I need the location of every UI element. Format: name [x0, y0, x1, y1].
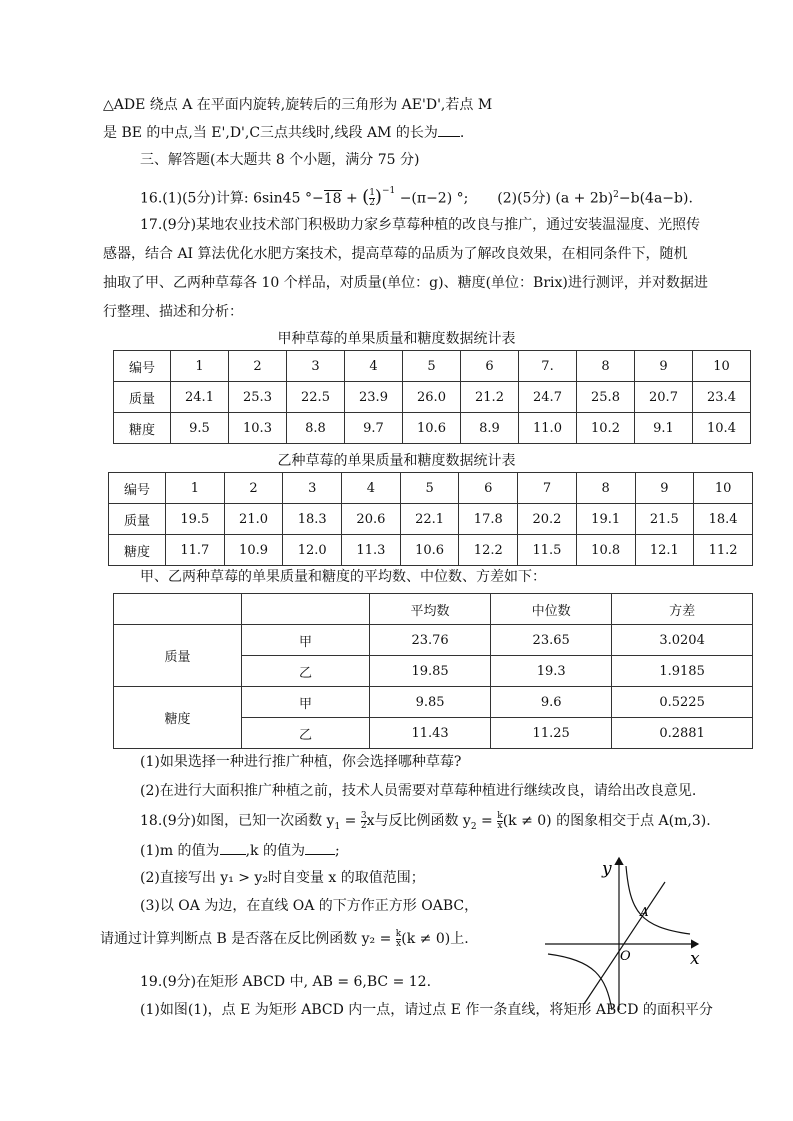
- table-cell: 7.: [519, 351, 577, 382]
- table-cell: 21.2: [461, 382, 519, 413]
- table-cell: 10: [694, 473, 753, 504]
- summary-table: [113, 593, 753, 749]
- table-cell: 9: [635, 473, 694, 504]
- group-label-cell: 糖度: [114, 687, 242, 749]
- table-row: [114, 382, 751, 413]
- frac-num: 1: [369, 188, 375, 199]
- table-cell: 1.9185: [612, 656, 753, 687]
- origin-label: O: [620, 949, 631, 964]
- table-cell: 9.85: [370, 687, 491, 718]
- row-header-cell: 编号: [114, 351, 171, 382]
- table-cell: 19.1: [576, 504, 635, 535]
- answer-blank: [438, 122, 460, 137]
- q18-sub3b-end: (k ≠ 0)上.: [401, 931, 469, 947]
- q15-line1: △ADE 绕点 A 在平面内旋转,旋转后的三角形为 AE'D',若点 M: [103, 97, 493, 113]
- q18-sub2: (2)直接写出 y₁ > y₂时自变量 x 的取值范围；: [140, 870, 425, 886]
- q18-sub1-a: (1)m 的值为: [140, 843, 220, 859]
- q16-exp2: 2: [613, 190, 619, 200]
- q15-line2-end: .: [459, 125, 465, 141]
- table-cell: 25.3: [229, 382, 287, 413]
- table-cell: 19.3: [491, 656, 612, 687]
- column-header: 中位数: [491, 594, 612, 625]
- table-cell: 17.8: [459, 504, 518, 535]
- table-cell: 2: [224, 473, 283, 504]
- table-cell: 18.4: [694, 504, 753, 535]
- table-cell: 1: [166, 473, 225, 504]
- q16-plus: +: [345, 190, 358, 207]
- q19-line1: 19.(9分)在矩形 ABCD 中, AB = 6,BC = 12.: [140, 974, 432, 990]
- table-cell: 20.6: [342, 504, 401, 535]
- q16-part4: (2)(5分) (a + 2b): [497, 190, 614, 207]
- empty-header-cell: [242, 594, 370, 625]
- table-cell: 7: [518, 473, 577, 504]
- table-cell: 12.1: [635, 535, 694, 566]
- q18-text-a: 18.(9分)如图，已知一次函数 y: [140, 813, 335, 829]
- table-cell: 8.9: [461, 413, 519, 444]
- column-header: 方差: [612, 594, 753, 625]
- table-cell: 0.2881: [612, 718, 753, 749]
- frac-den: 2: [369, 198, 375, 209]
- q18-sub3-cont: [100, 926, 469, 952]
- table-cell: 10.4: [693, 413, 751, 444]
- table-cell: 25.8: [577, 382, 635, 413]
- table-cell: 0.5225: [612, 687, 753, 718]
- table-row: [109, 535, 753, 566]
- table-row: [114, 687, 753, 718]
- q17-line-1: 17.(9分)某地农业技术部门积极助力家乡草莓种植的改良与推广，通过安装温湿度、光照传: [140, 217, 701, 233]
- table-cell: 19.85: [370, 656, 491, 687]
- q18-sub1: 1: [334, 821, 341, 832]
- table-cell: 23.9: [345, 382, 403, 413]
- q17-sub1: (1)如果选择一种进行推广种植，你会选择哪种草莓?: [140, 754, 462, 770]
- table-cell: 10: [693, 351, 751, 382]
- linear-line: [584, 882, 665, 1004]
- table-cell: 10.8: [576, 535, 635, 566]
- table-cell: 24.7: [519, 382, 577, 413]
- table-row: [109, 504, 753, 535]
- table-row: [114, 625, 753, 656]
- frac-den: x: [395, 938, 402, 949]
- table-cell: 5: [403, 351, 461, 382]
- table-cell: 1: [171, 351, 229, 382]
- q18-stem: [140, 808, 711, 834]
- table-cell: 21.0: [224, 504, 283, 535]
- table1-title: 甲种草莓的单果质量和糖度数据统计表: [277, 331, 516, 347]
- q16-part3: −(π−2) °;: [399, 190, 469, 207]
- q18-sub3b: 请通过计算判断点 B 是否落在反比例函数 y₂ =: [100, 931, 396, 947]
- table-cell: 12.2: [459, 535, 518, 566]
- q18-text-b: x与反比例函数 y: [366, 813, 471, 829]
- table-cell: 21.5: [635, 504, 694, 535]
- q15-line2: [103, 122, 464, 143]
- table-cell: 11.0: [519, 413, 577, 444]
- summary-intro: 甲、乙两种草莓的单果质量和糖度的平均数、中位数、方差如下：: [140, 569, 546, 585]
- table-cell: 5: [400, 473, 459, 504]
- table-cell: 4: [342, 473, 401, 504]
- frac-den: x: [497, 820, 503, 831]
- table-cell: 9.5: [171, 413, 229, 444]
- answer-blank-k: [305, 840, 335, 855]
- table-row: [109, 473, 753, 504]
- table-cell: 23.76: [370, 625, 491, 656]
- table-cell: 23.4: [693, 382, 751, 413]
- table-cell: 11.2: [694, 535, 753, 566]
- exponent: −1: [381, 186, 396, 196]
- table-cell: 20.2: [518, 504, 577, 535]
- table-cell: 乙: [242, 718, 370, 749]
- table-jia-strawberry: [113, 350, 751, 444]
- q17-line-3: 抽取了甲、乙两种草莓各 10 个样品，对质量(单位：g)、糖度(单位：Brix)进行测评，并对数据进: [103, 275, 708, 291]
- q17-line-2: 感器，结合 AI 算法优化水肥方案技术，提高草莓的品质为了解改良效果，在相同条件下，随机: [103, 246, 688, 262]
- table-row: [114, 413, 751, 444]
- answer-blank-m: [220, 840, 246, 855]
- q18-sub1-b: ,k 的值为: [245, 843, 305, 859]
- table-cell: 9: [635, 351, 693, 382]
- table-cell: 11.5: [518, 535, 577, 566]
- table-cell: 6: [461, 351, 519, 382]
- section-heading: 三、解答题(本大题共 8 个小题，满分 75 分): [140, 152, 420, 168]
- table-cell: 9.1: [635, 413, 693, 444]
- table2-title: 乙种草莓的单果质量和糖度数据统计表: [277, 453, 516, 469]
- table-cell: 甲: [242, 687, 370, 718]
- point-a-label: A: [640, 905, 649, 919]
- row-header-cell: 质量: [114, 382, 171, 413]
- q17-sub2: (2)在进行大面积推广种植之前，技术人员需要对草莓种植进行继续改良，请给出改良意见.: [140, 783, 697, 799]
- q16-part5: −b(4a−b).: [618, 190, 693, 207]
- column-header: 平均数: [370, 594, 491, 625]
- table-cell: 8.8: [287, 413, 345, 444]
- q15-line2-text: 是 BE 的中点,当 E',D',C三点共线时,线段 AM 的长为: [103, 125, 438, 141]
- table-cell: 2: [229, 351, 287, 382]
- table-cell: 8: [576, 473, 635, 504]
- table-cell: 6: [459, 473, 518, 504]
- q18-sub3: (3)以 OA 为边，在直线 OA 的下方作正方形 OABC，: [140, 898, 479, 914]
- table-cell: 8: [577, 351, 635, 382]
- q18-sub1: [140, 840, 340, 861]
- q18-eq1: =: [340, 813, 361, 829]
- table-cell: 10.3: [229, 413, 287, 444]
- table-yi-strawberry: [108, 472, 753, 566]
- row-header-cell: 质量: [109, 504, 166, 535]
- table-cell: 23.65: [491, 625, 612, 656]
- row-header-cell: 糖度: [114, 413, 171, 444]
- group-label-cell: 质量: [114, 625, 242, 687]
- hyperbola-branch-1: [626, 866, 690, 934]
- table-cell: 3: [283, 473, 342, 504]
- q17-line-4: 行整理、描述和分析：: [103, 304, 243, 320]
- q18-text-c: (k ≠ 0) 的图象相交于点 A(m,3).: [502, 813, 711, 829]
- frac-num: k: [395, 928, 402, 939]
- q18-sub2: 2: [470, 821, 477, 832]
- table-cell: 11.3: [342, 535, 401, 566]
- table-cell: 19.5: [166, 504, 225, 535]
- table-cell: 3.0204: [612, 625, 753, 656]
- row-header-cell: 糖度: [109, 535, 166, 566]
- table-cell: 9.7: [345, 413, 403, 444]
- table-cell: 26.0: [403, 382, 461, 413]
- q18-eq2: =: [476, 813, 498, 829]
- q16-part1: 16.(1)(5分)计算: 6sin45 °−: [140, 190, 324, 207]
- table-cell: 乙: [242, 656, 370, 687]
- x-label: x: [690, 949, 700, 969]
- table-cell: 24.1: [171, 382, 229, 413]
- row-header-cell: 编号: [109, 473, 166, 504]
- table-cell: 10.2: [577, 413, 635, 444]
- q18-sub1-c: ;: [334, 843, 340, 859]
- table-cell: 3: [287, 351, 345, 382]
- table-row: [114, 351, 751, 382]
- table-cell: 10.9: [224, 535, 283, 566]
- sqrt-18: 18: [323, 190, 342, 207]
- table-cell: 11.25: [491, 718, 612, 749]
- table-cell: 11.7: [166, 535, 225, 566]
- table-cell: 11.43: [370, 718, 491, 749]
- q16: 16.(1)(5分)计算: 6sin45 °−18 + ( $\frac{1}{2}$ )$^{-1}$ −(π−2) °; (2)(5分) $(a + 2b)^2-b(4a-b)$.: [140, 186, 693, 209]
- frac-num: 3: [360, 810, 367, 821]
- table-cell: 4: [345, 351, 403, 382]
- q19-line2: (1)如图(1)，点 E 为矩形 ABCD 内一点，请过点 E 作一条直线，将矩形 ABCD 的面积平分: [140, 1002, 713, 1018]
- frac-den: 2: [360, 820, 367, 831]
- y-label: y: [602, 859, 612, 879]
- table-cell: 22.1: [400, 504, 459, 535]
- function-graph: [540, 852, 710, 1012]
- table-cell: 9.6: [491, 687, 612, 718]
- table-cell: 20.7: [635, 382, 693, 413]
- table-cell: 10.6: [403, 413, 461, 444]
- empty-header-cell: [114, 594, 242, 625]
- table-cell: 10.6: [400, 535, 459, 566]
- table-cell: 12.0: [283, 535, 342, 566]
- table-cell: 22.5: [287, 382, 345, 413]
- table-cell: 甲: [242, 625, 370, 656]
- frac-num: k: [497, 810, 503, 821]
- table-header-row: [114, 594, 753, 625]
- table-cell: 18.3: [283, 504, 342, 535]
